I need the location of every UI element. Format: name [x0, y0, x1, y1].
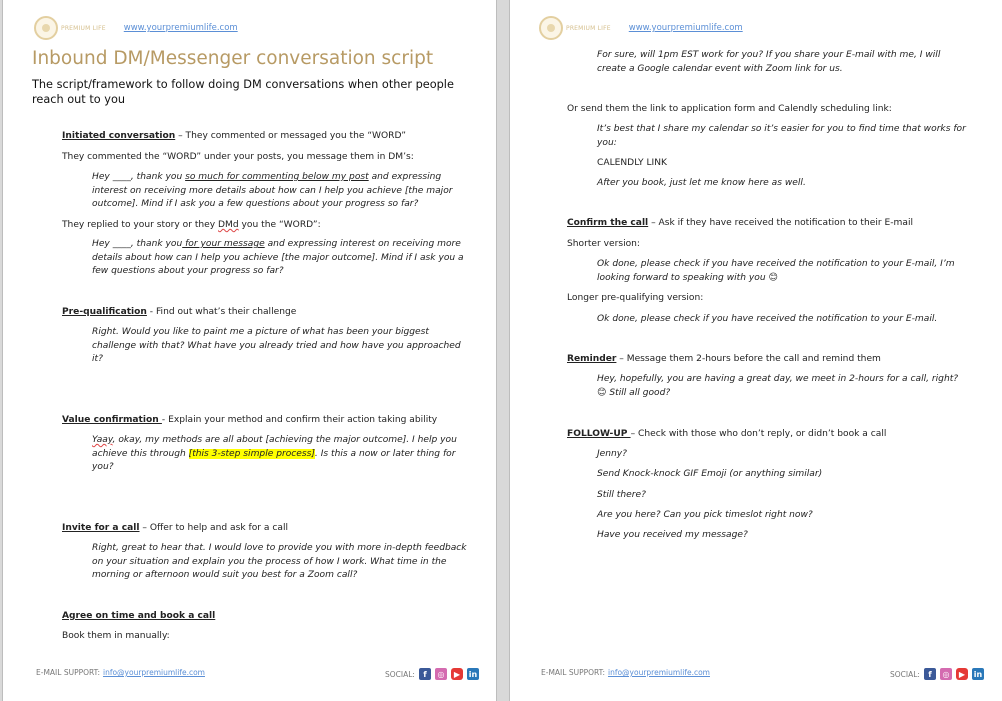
document-subtitle: The script/framework to follow doing DM conversations when other people reach out to you: [32, 78, 454, 106]
version-label: Longer pre-qualifying version:: [567, 293, 704, 303]
list-item: Jenny?: [597, 449, 628, 459]
page-footer: E-MAIL SUPPORT: info@yourpremiumlife.com: [541, 668, 710, 677]
linkedin-icon[interactable]: in: [468, 669, 478, 679]
website-link[interactable]: www.yourpremiumlife.com: [123, 23, 238, 33]
social-links: SOCIAL: f ◎ ▶ in: [385, 669, 478, 679]
script-message: Ok done, please check if you have received the notification to your E-mail.: [597, 314, 938, 324]
script-message: Yaay, okay, my methods are all about [achieving the major outcome]. I help you achieve this through [this 3-step simple process]. Is this a now or later thing for you?: [92, 435, 457, 473]
instagram-icon[interactable]: ◎: [940, 668, 952, 680]
highlighted-text: [this 3-step simple process]: [188, 448, 315, 459]
document-page-1: [2, 0, 497, 701]
premium-life-logo-icon: [539, 16, 563, 40]
script-message: Hey ____, thank you for your message and expressing interest on receiving more details about how can I help you achieve [the major outcome]. Mind if I ask you a few questions about your progress so far?: [92, 239, 464, 277]
facebook-icon[interactable]: f: [924, 668, 936, 680]
instruction-line: They replied to your story or they DMd you the “WORD”:: [62, 220, 321, 230]
list-item: Still there?: [597, 490, 646, 500]
page-header: [539, 16, 743, 40]
support-email-link[interactable]: info@yourpremiumlife.com: [102, 668, 205, 677]
section-follow-up: FOLLOW-UP – Check with those who don’t reply, or didn’t book a call: [567, 429, 887, 439]
social-links: SOCIAL: f ◎ ▶ in: [890, 669, 983, 679]
youtube-icon[interactable]: ▶: [956, 668, 968, 680]
logo-text: PREMIUM LIFE: [566, 24, 611, 32]
instruction-line: They commented the “WORD” under your posts, you message them in DM’s:: [62, 152, 414, 162]
support-email-link[interactable]: info@yourpremiumlife.com: [607, 668, 710, 677]
section-prequalification: Pre-qualification - Find out what’s their challenge: [62, 307, 297, 317]
script-message: Ok done, please check if you have received the notification to your E-mail, I’m looking forward to speaking with you 😊: [597, 259, 955, 283]
instruction-line: Book them in manually:: [62, 631, 170, 641]
script-message: For sure, will 1pm EST work for you? If you share your E-mail with me, I will create a Google calendar event with Zoom link for us.: [597, 50, 941, 74]
script-message: After you book, just let me know here as well.: [597, 178, 806, 188]
premium-life-logo-icon: [34, 16, 58, 40]
section-confirm-call: Confirm the call – Ask if they have received the notification to their E-mail: [567, 218, 913, 228]
script-message: It’s best that I share my calendar so it’s easier for you to find time that works for you:: [597, 124, 966, 148]
script-message: Hey, hopefully, you are having a great day, we meet in 2-hours for a call, right? 😊 Still all good?: [597, 374, 959, 398]
document-page-2: [509, 0, 1002, 701]
youtube-icon[interactable]: ▶: [451, 668, 463, 680]
section-value-confirmation: Value confirmation - Explain your method and confirm their action taking ability: [62, 415, 438, 425]
calendly-link-placeholder: CALENDLY LINK: [597, 158, 668, 168]
list-item: Send Knock-knock GIF Emoji (or anything similar): [597, 469, 823, 479]
section-reminder: Reminder – Message them 2-hours before the call and remind them: [567, 354, 881, 364]
logo-text: PREMIUM LIFE: [61, 24, 106, 32]
website-link[interactable]: www.yourpremiumlife.com: [628, 23, 743, 33]
section-description: – They commented or messaged you the “WORD”: [175, 131, 406, 141]
instruction-line: Or send them the link to application form and Calendly scheduling link:: [567, 104, 892, 114]
linkedin-icon[interactable]: in: [973, 669, 983, 679]
section-initiated: [62, 130, 406, 142]
facebook-icon[interactable]: f: [419, 668, 431, 680]
instagram-icon[interactable]: ◎: [435, 668, 447, 680]
section-heading: Initiated conversation: [62, 131, 176, 141]
document-title: Inbound DM/Messenger conversation script: [32, 48, 434, 69]
script-message: Right. Would you like to paint me a picture of what has been your biggest challenge with that? What have you already tried and how have you approached it?: [92, 327, 461, 365]
script-message: Hey ____, thank you so much for commenting below my post and expressing interest on receiving more details about how can I help you achieve [the major outcome]. Mind if I ask you a few questions about your progress so far?: [92, 172, 453, 210]
version-label: Shorter version:: [567, 239, 640, 249]
script-message: Right, great to hear that. I would love to provide you with more in-depth feedback on your situation and explain you the process of how I work. What time in the morning or afternoon would suit you best for a Zoom call?: [92, 543, 467, 581]
page-header: [34, 16, 238, 40]
section-agree-book: Agree on time and book a call: [62, 611, 216, 621]
section-invite-call: Invite for a call – Offer to help and ask for a call: [62, 523, 289, 533]
list-item: Are you here? Can you pick timeslot right now?: [597, 510, 813, 520]
list-item: Have you received my message?: [597, 530, 748, 540]
page-footer: E-MAIL SUPPORT: info@yourpremiumlife.com: [36, 668, 205, 677]
